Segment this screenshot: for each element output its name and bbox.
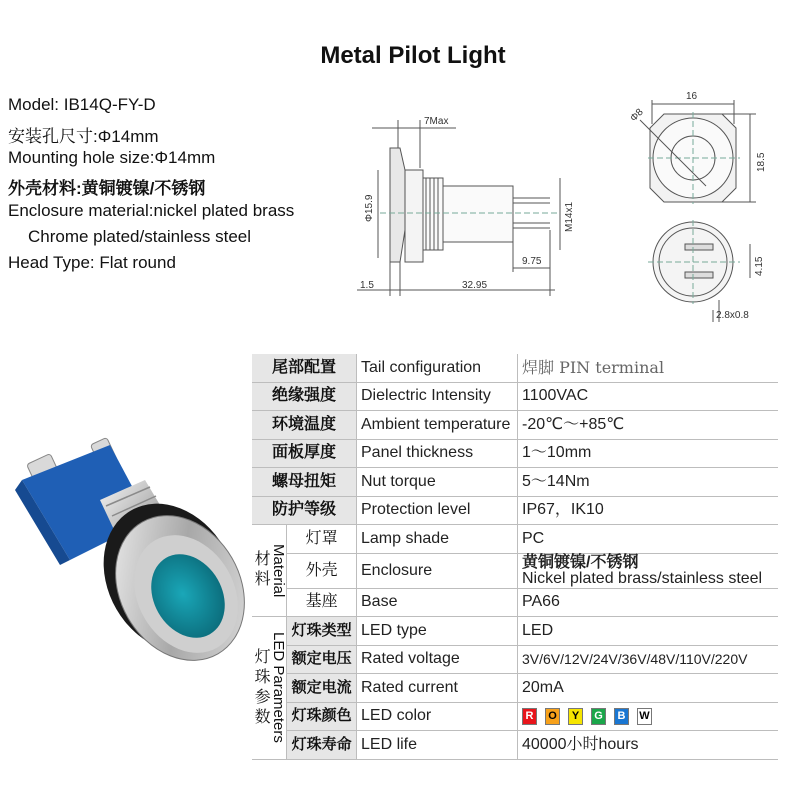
row-label-zh: 额定电压 (287, 645, 357, 674)
row-value-line1: 黄铜镀镍/不锈钢 (522, 553, 639, 571)
table-row (252, 588, 778, 617)
table-row (252, 382, 778, 411)
row-value: PA66 (518, 588, 779, 617)
row-label-en: Rated voltage (357, 645, 518, 674)
page-title: Metal Pilot Light (320, 42, 506, 69)
row-value: LED (518, 617, 779, 646)
row-value: 3V/6V/12V/24V/36V/48V/110V/220V (518, 645, 779, 674)
table-row (252, 645, 778, 674)
row-label-zh: 灯罩 (287, 525, 357, 554)
row-label-en: Ambient temperature (357, 411, 518, 440)
row-label-en: Tail configuration (357, 354, 518, 382)
spec-enclosure: Enclosure material:nickel plated brass (8, 201, 295, 220)
spec-head-type: Head Type: Flat round (8, 253, 176, 272)
row-label-en: Panel thickness (357, 439, 518, 468)
row-label-en: LED color (357, 702, 518, 731)
row-label-en: Nut torque (357, 468, 518, 497)
dim-2-8x0-8: 2.8x0.8 (716, 310, 749, 321)
led-color-swatch: O (545, 708, 560, 725)
spec-mounting-hole: Mounting hole size:Φ14mm (8, 148, 216, 167)
dim-phi15-9: Φ15.9 (364, 194, 375, 222)
row-value: 1100VAC (518, 382, 779, 411)
spec-mounting-hole-zh: 安装孔尺寸:Φ14mm (8, 127, 159, 146)
dim-7max: 7Max (424, 116, 449, 127)
table-row (252, 553, 778, 588)
row-label-en: Dielectric Intensity (357, 382, 518, 411)
row-label-zh: 尾部配置 (252, 354, 357, 382)
row-label-en: Base (357, 588, 518, 617)
row-label-zh: 灯珠类型 (287, 617, 357, 646)
led-color-swatch: W (637, 708, 652, 725)
product-photo (0, 0, 250, 800)
row-label-en: LED life (357, 731, 518, 760)
table-row (252, 496, 778, 525)
group-led-parameters (252, 617, 287, 760)
led-color-swatch: Y (568, 708, 583, 725)
back-view-drawing (648, 220, 750, 322)
row-label-en: Rated current (357, 674, 518, 703)
group-label-zh: 材料 (252, 550, 270, 591)
row-value: PC (518, 525, 779, 554)
row-label-en: Protection level (357, 496, 518, 525)
table-row (252, 731, 778, 760)
group-label-zh: 灯珠参数 (252, 647, 270, 728)
dim-4-15: 4.15 (754, 256, 765, 276)
dim-phi8: Φ8 (628, 106, 646, 125)
row-value: 5～14Nm (518, 468, 779, 497)
spec-model: Model: IB14Q-FY-D (8, 95, 156, 114)
side-view-drawing (357, 120, 560, 296)
table-row (252, 439, 778, 468)
pilot-light-image (15, 437, 250, 683)
row-label-zh: 基座 (287, 588, 357, 617)
row-value: 焊脚 PIN terminal (518, 354, 779, 382)
row-label-zh: 环境温度 (252, 411, 357, 440)
dim-m14x1: M14x1 (564, 201, 575, 232)
spec-enclosure-zh: 外壳材料:黄铜镀镍/不锈钢 (8, 179, 206, 198)
dim-9-75: 9.75 (522, 256, 542, 267)
row-label-en: Lamp shade (357, 525, 518, 554)
led-color-swatch: G (591, 708, 606, 725)
table-row (252, 617, 778, 646)
table-row (252, 702, 778, 731)
led-color-swatch: R (522, 708, 537, 725)
row-label-zh: 绝缘强度 (252, 382, 357, 411)
row-label-zh: 外壳 (287, 553, 357, 588)
row-label-zh: 灯珠寿命 (287, 731, 357, 760)
table-row (252, 411, 778, 440)
row-label-en: Enclosure (357, 553, 518, 588)
table-row (252, 468, 778, 497)
row-label-zh: 螺母扭矩 (252, 468, 357, 497)
group-label-en: Material (270, 543, 288, 598)
row-label-zh: 灯珠颜色 (287, 702, 357, 731)
row-value: -20℃～+85℃ (518, 411, 779, 440)
row-value: 1～10mm (518, 439, 779, 468)
row-value: 20mA (518, 674, 779, 703)
row-value: 40000小时hours (518, 731, 779, 760)
spec-enclosure-alt: Chrome plated/stainless steel (28, 227, 252, 246)
row-label-zh: 额定电流 (287, 674, 357, 703)
front-view-drawing (640, 100, 756, 204)
table-row (252, 674, 778, 703)
parameter-table (252, 354, 778, 760)
row-label-en: LED type (357, 617, 518, 646)
dim-32-95: 32.95 (462, 280, 488, 291)
dim-1-5: 1.5 (360, 280, 374, 291)
group-label-en: LED Parameters (270, 632, 288, 744)
led-color-swatch: B (614, 708, 629, 725)
table-row (252, 525, 778, 554)
row-label-zh: 防护等级 (252, 496, 357, 525)
table-row (252, 354, 778, 382)
row-value-line2: Nickel plated brass/stainless steel (522, 569, 763, 587)
dim-16: 16 (686, 91, 698, 102)
dim-18-5: 18.5 (756, 152, 767, 172)
row-value: IP67，IK10 (518, 496, 779, 525)
row-value (518, 553, 779, 588)
row-label-zh: 面板厚度 (252, 439, 357, 468)
group-material (252, 525, 287, 617)
led-color-swatches (518, 702, 779, 731)
